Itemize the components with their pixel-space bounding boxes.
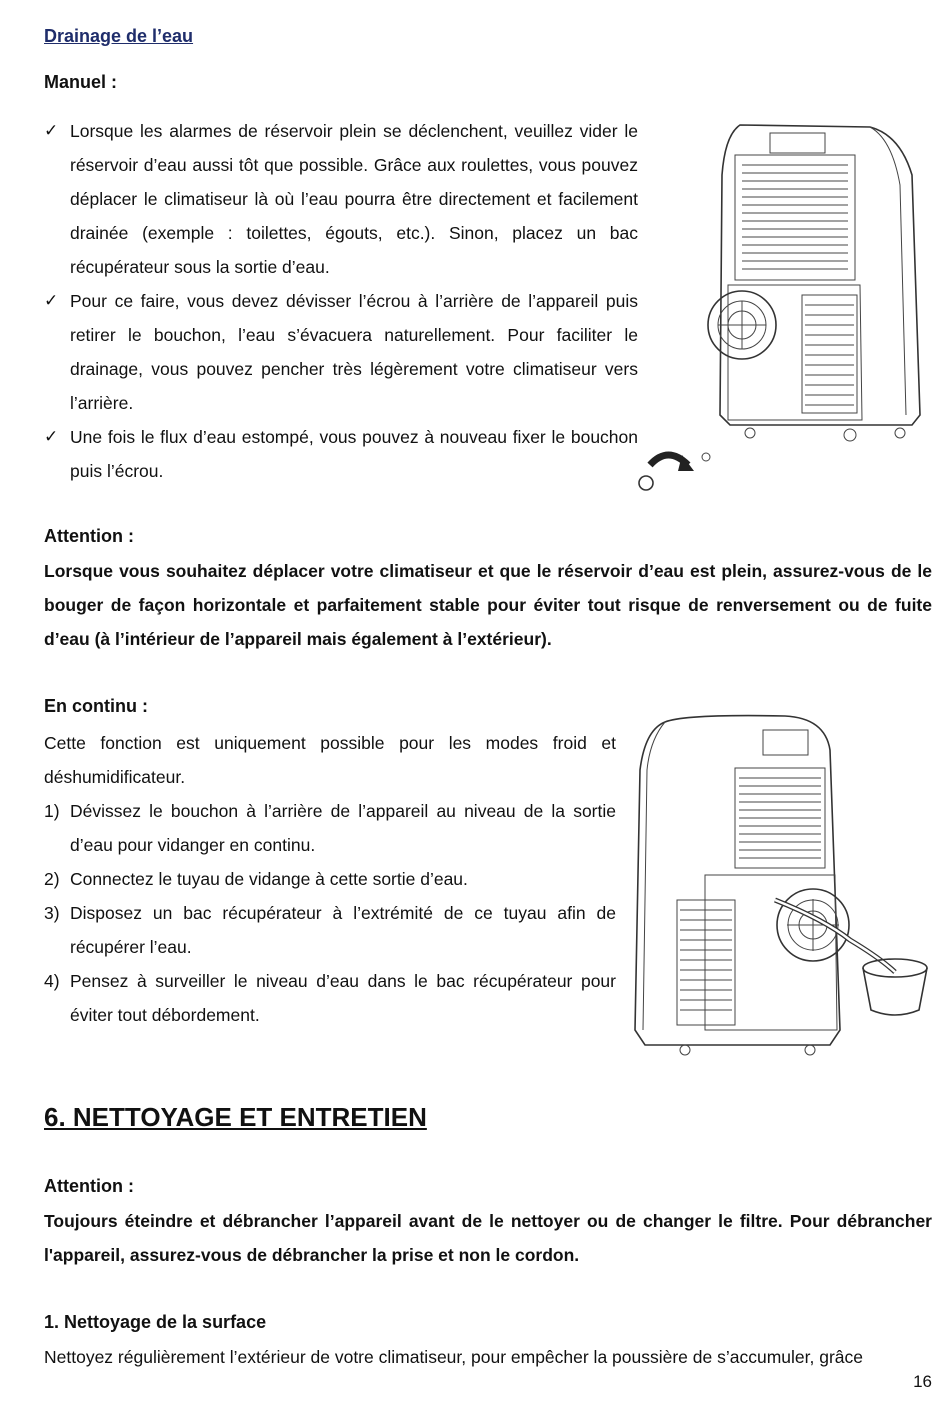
attention-text-2: Toujours éteindre et débrancher l’appareil avant de le nettoyer ou de changer le filtre. Pour débrancher l'appareil, assurez-vous de débrancher la prise et non le cordon.	[44, 1211, 932, 1265]
chapter-title: 6. NETTOYAGE ET ENTRETIEN	[44, 1102, 427, 1132]
ac-unit-body-icon	[635, 716, 849, 1055]
attention-heading-2: Attention :	[44, 1176, 134, 1196]
list-item: 2) Connectez le tuyau de vidange à cette sortie d’eau.	[44, 869, 468, 889]
list-item: ✓ Une fois le flux d’eau estompé, vous pouvez à nouveau fixer le bouchon puis l’écrou.	[44, 420, 638, 488]
attention-text: Lorsque vous souhaitez déplacer votre climatiseur et que le réservoir d’eau est plein, assurez-vous de le bouger de façon horizontale et parfaitement stable pour éviter tout risque de renversement ou de fuite d’eau (à l’intérieur de l’appareil mais également à l’extérieur).	[44, 561, 932, 649]
list-item: 1) Dévissez le bouchon à l’arrière de l’appareil au niveau de la sortie d’eau pour vidanger en continu.	[44, 801, 616, 855]
surface-heading: 1. Nettoyage de la surface	[44, 1312, 267, 1332]
page-number: 16	[913, 1372, 932, 1391]
air-conditioner-hose-bucket-illustration	[625, 710, 935, 1065]
checkmark-icon: ✓	[44, 291, 59, 310]
section-title: Drainage de l’eau	[44, 26, 194, 46]
checkmark-icon: ✓	[44, 121, 59, 140]
rotate-arrow-icon	[650, 455, 694, 471]
list-item: ✓ Lorsque les alarmes de réservoir plein se déclenchent, veuillez vider le réservoir d’eau aussi tôt que possible. Grâce aux roulettes, vous pouvez déplacer le climatiseur là où l’eau pourra être directement et facilement drainée (exemple : toilettes, égouts, etc.). Sinon, placez un bac récupérateur sous la sortie d’eau.	[44, 114, 638, 284]
list-item: ✓ Pour ce faire, vous devez dévisser l’écrou à l’arrière de l’appareil puis retirer le bouchon, l’eau s’évacuera naturellement. Pour faciliter le drainage, vous pouvez pencher très légèrement votre climatiseur vers l’arrière.	[44, 284, 638, 420]
ac-unit-body-icon	[708, 125, 920, 441]
continuous-steps-list	[44, 794, 616, 1032]
attention-heading: Attention :	[44, 526, 134, 546]
list-item: 3) Disposez un bac récupérateur à l’extrémité de ce tuyau afin de récupérer l’eau.	[44, 903, 616, 957]
continuous-heading: En continu :	[44, 696, 148, 716]
manual-heading: Manuel :	[44, 72, 118, 92]
continuous-intro: Cette fonction est uniquement possible pour les modes froid et déshumidificateur.	[44, 733, 616, 787]
bucket-icon	[863, 959, 927, 1015]
list-item: 4) Pensez à surveiller le niveau d’eau dans le bac récupérateur pour éviter tout débordement.	[44, 971, 616, 1025]
air-conditioner-rear-illustration	[630, 115, 930, 500]
surface-text: Nettoyez régulièrement l’extérieur de votre climatiseur, pour empêcher la poussière de s’accumuler, grâce	[44, 1347, 864, 1367]
manual-bullet-list	[44, 114, 638, 488]
checkmark-icon: ✓	[44, 427, 59, 446]
